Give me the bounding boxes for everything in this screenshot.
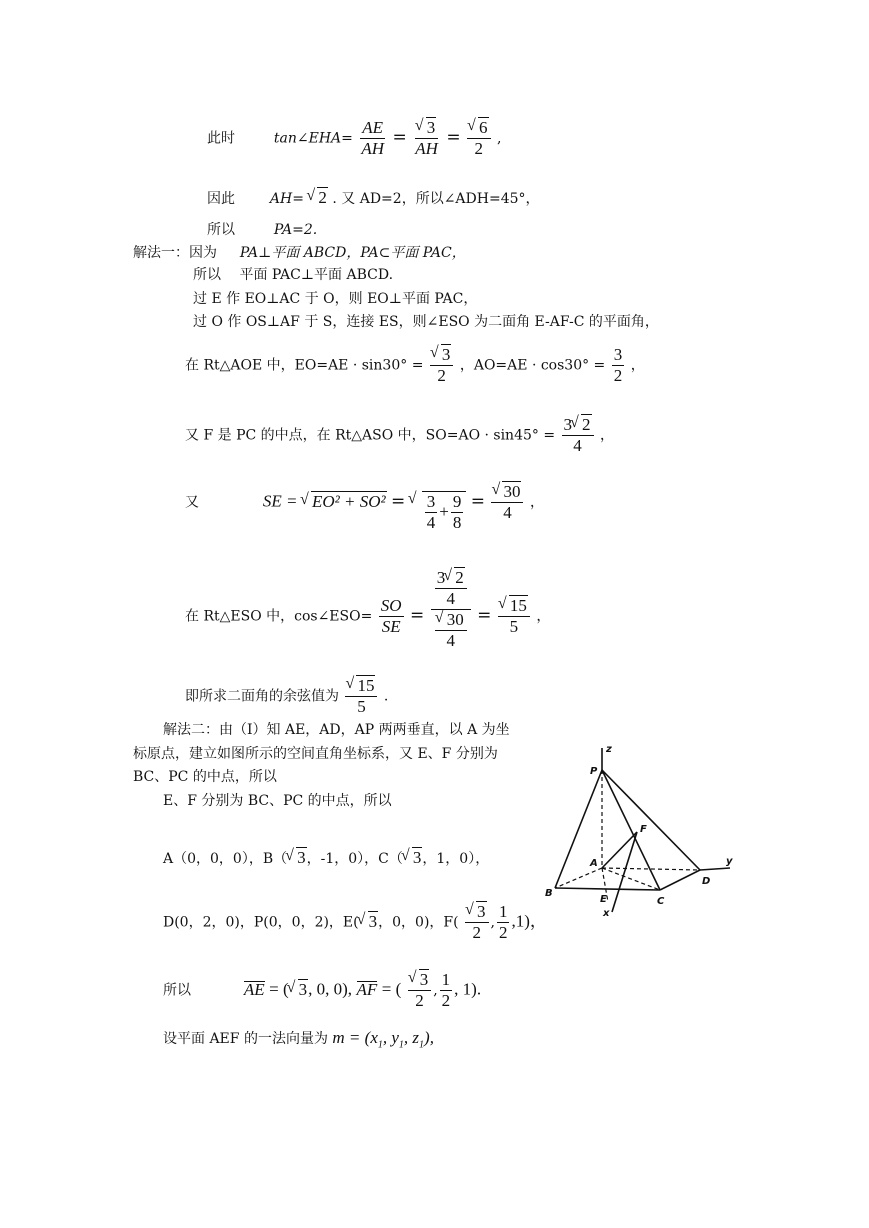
text: ,1)， bbox=[511, 911, 547, 931]
method2-line3 bbox=[133, 767, 277, 787]
text: ，1，0）， bbox=[422, 851, 490, 867]
fraction-3sqrt2-4: $\frac{3√ 2}{4}$ bbox=[562, 415, 594, 456]
method2-line1 bbox=[163, 720, 510, 740]
comma: ， bbox=[536, 608, 551, 625]
method2-line2 bbox=[133, 744, 498, 764]
text: 又 bbox=[185, 494, 199, 511]
method2-line4 bbox=[163, 791, 392, 811]
edge-pd bbox=[602, 770, 700, 870]
fraction-1-2: $\frac{1}{2}$ bbox=[498, 902, 508, 942]
equals: = bbox=[477, 605, 492, 626]
sqrt-3: √ 3 bbox=[403, 848, 423, 868]
text: 所以 平面 PAC⊥平面 ABCD. bbox=[193, 267, 394, 283]
normal-vector-line bbox=[163, 1028, 434, 1055]
method1-line5 bbox=[185, 345, 645, 386]
text: , 0, 0), bbox=[308, 979, 353, 999]
label-y: y bbox=[726, 856, 733, 867]
sqrt-sum: √ $\frac{3}{4}$ + $\frac{9}{8}$ bbox=[410, 491, 467, 533]
text: 过 O 作 OS⊥AF 于 S，连接 ES，则∠ESO 为二面角 E-AF-C 的平面角， bbox=[193, 314, 659, 330]
fraction-ae-ah: $\frac{AE}{AH}$ bbox=[361, 118, 385, 158]
text: , 1). bbox=[454, 979, 482, 999]
edge-pb bbox=[555, 770, 602, 888]
text: ，AO=AE · cos30° = bbox=[459, 357, 606, 374]
text-label: 所以 bbox=[207, 222, 235, 238]
method1-answer bbox=[185, 676, 388, 717]
sqrt-2: √ 2 bbox=[308, 188, 328, 208]
equals: = bbox=[410, 605, 425, 626]
line-pa bbox=[207, 220, 317, 240]
line-tan bbox=[207, 118, 501, 159]
sqrt-3: √ 3 bbox=[289, 980, 309, 1000]
text: ，0，0)，F( bbox=[378, 914, 459, 931]
comma: ， bbox=[630, 357, 645, 374]
tan-expression: tan∠EHA= bbox=[273, 130, 353, 147]
fraction-sqrt3-ah: √ $\frac{3}{AH}$ bbox=[413, 118, 440, 159]
line-ah bbox=[207, 188, 540, 209]
method1-text: PA⊥平面 ABCD，PA⊂平面 PAC， bbox=[239, 245, 466, 261]
label-e: E bbox=[600, 894, 607, 905]
label-z: z bbox=[606, 744, 612, 755]
sqrt-eo-so: √ EO² + SO² bbox=[302, 492, 387, 512]
equals: = bbox=[470, 491, 486, 512]
text: 即所求二面角的余弦值为 bbox=[185, 688, 339, 705]
coords-line2: D(0，2，0)，P(0，0，2)，E(√ 3，0，0)，F( √ $\frac{3}{2}$ , $\frac{1}{2}$ ,1)， bbox=[163, 902, 547, 943]
sqrt-3: √ 3 bbox=[287, 848, 307, 868]
method1-line2 bbox=[193, 265, 393, 285]
text-label: 此时 bbox=[207, 130, 235, 147]
method1-line4 bbox=[193, 312, 659, 332]
method1-line6 bbox=[185, 415, 614, 456]
comma: ， bbox=[599, 427, 614, 444]
label-a: A bbox=[590, 858, 598, 869]
method1-line1 bbox=[133, 243, 466, 263]
fraction-sqrt15-5: √ $\frac{15}{5}$ bbox=[345, 676, 377, 717]
text: ，-1，0），C（ bbox=[306, 851, 403, 867]
label-c: C bbox=[657, 896, 665, 907]
text: 所以 bbox=[163, 982, 191, 999]
fraction-sqrt6-2: √ $\frac{6}{2}$ bbox=[467, 118, 491, 159]
pa-value: PA=2. bbox=[273, 222, 318, 238]
equals: = bbox=[446, 127, 461, 148]
coords-line1 bbox=[163, 848, 489, 869]
vector-ae: AE bbox=[243, 979, 265, 999]
fraction-sqrt30-4: √ $\frac{30}{4}$ bbox=[491, 482, 523, 523]
text: 解法二：由（Ⅰ）知 AE，AD，AP 两两垂直，以 A 为坐 bbox=[163, 722, 510, 738]
label-p: P bbox=[590, 766, 598, 777]
period: . bbox=[383, 688, 389, 705]
text: 设平面 AEF 的一法向量为 bbox=[163, 1031, 328, 1047]
compound-fraction: $\frac{3√ 2}{4}$ √ $\frac{30}{4}$ bbox=[431, 568, 471, 651]
comma: , bbox=[496, 130, 502, 147]
equals: = bbox=[392, 127, 407, 148]
method1-line7 bbox=[185, 482, 544, 533]
vectors-line: 所以 AE = (√ 3, 0, 0), AF = ( √ $\frac{3}{2}$ , $\frac{1}{2}$ , 1). bbox=[163, 970, 481, 1011]
fraction-sqrt15-5: √ $\frac{15}{5}$ bbox=[498, 596, 530, 637]
label-d: D bbox=[702, 876, 711, 887]
label-f: F bbox=[640, 824, 647, 835]
text: E、F 分别为 BC、PC 的中点，所以 bbox=[163, 793, 392, 809]
edge-pc bbox=[602, 770, 660, 890]
fraction-sqrt3-2: √ $\frac{3}{2}$ bbox=[465, 902, 489, 943]
equals: = bbox=[391, 491, 406, 512]
text: 在 Rt△AOE 中，EO=AE · sin30° = bbox=[185, 357, 424, 374]
label-b: B bbox=[545, 888, 553, 899]
coordinate-figure bbox=[540, 740, 740, 920]
text: 标原点，建立如图所示的空间直角坐标系，又 E、F 分别为 bbox=[133, 746, 498, 762]
text: 在 Rt△ESO 中，cos∠ESO= bbox=[185, 608, 373, 625]
comma: ， bbox=[529, 494, 544, 511]
y-axis bbox=[700, 868, 730, 870]
method1-heading: 解法一：因为 bbox=[133, 245, 217, 261]
text: BC、PC 的中点，所以 bbox=[133, 769, 277, 785]
method1-line3 bbox=[193, 289, 477, 309]
line-rest: . 又 AD=2，所以∠ADH=45°， bbox=[332, 191, 540, 207]
se-label: SE = bbox=[262, 491, 298, 511]
fraction-3-2: $\frac{3}{2}$ bbox=[613, 345, 623, 385]
edge-bc bbox=[555, 888, 660, 890]
text: 过 E 作 EO⊥AC 于 O，则 EO⊥平面 PAC， bbox=[193, 291, 478, 307]
method1-line8 bbox=[185, 568, 551, 651]
sqrt-3: √ 3 bbox=[359, 912, 379, 932]
normal-vector: $m = (x_1$, $y_1$, $z_1$), bbox=[332, 1028, 434, 1051]
text: = ( bbox=[269, 979, 289, 999]
label-x: x bbox=[603, 908, 610, 919]
fraction-sqrt3-2: √ $\frac{3}{2}$ bbox=[430, 345, 454, 386]
text: 又 F 是 PC 的中点，在 Rt△ASO 中，SO=AO · sin45° = bbox=[185, 427, 556, 444]
fraction-so-se: $\frac{SO}{SE}$ bbox=[380, 596, 402, 636]
text: = ( bbox=[381, 979, 402, 999]
text-label: 因此 bbox=[207, 191, 235, 207]
fraction-1-2: $\frac{1}{2}$ bbox=[441, 970, 451, 1010]
edge-cd bbox=[660, 870, 700, 890]
fraction-sqrt3-2: √ $\frac{3}{2}$ bbox=[408, 970, 432, 1011]
vector-af: AF bbox=[356, 979, 378, 999]
text: D(0，2，0)，P(0，0，2)，E( bbox=[163, 914, 359, 931]
text: A（0，0，0），B（ bbox=[163, 851, 288, 867]
ah-expression: AH= bbox=[269, 191, 304, 207]
